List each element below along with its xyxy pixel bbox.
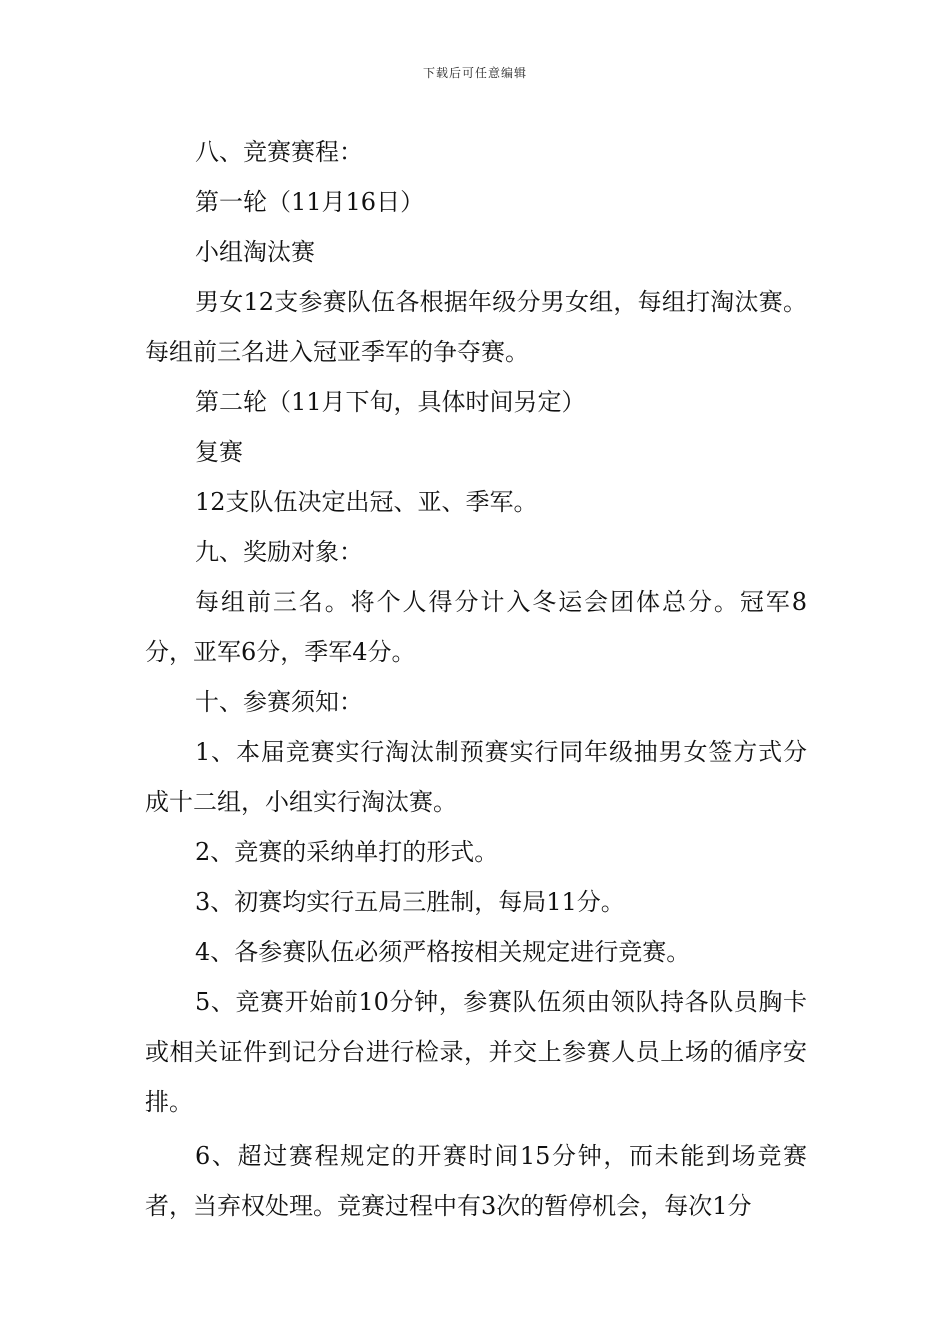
rule-item-4: 4、各参赛队伍必须严格按相关规定进行竞赛。	[195, 938, 691, 966]
rule-item-6: 6、超过赛程规定的开赛时间15分钟，而未能到场竞赛者，当弃权处理。竞赛过程中有3次的暂停机会，每次1分	[145, 1142, 807, 1220]
rule-item-5: 5、竞赛开始前10分钟，参赛队伍须由领队持各队员胸卡或相关证件到记分台进行检录，并交上参赛人员上场的循序安排。	[145, 988, 807, 1116]
rule-item-1: 1、本届竞赛实行淘汰制预赛实行同年级抽男女签方式分成十二组，小组实行淘汰赛。	[145, 738, 807, 816]
section-heading-rules: 十、参赛须知：	[195, 688, 363, 716]
page-header-note: 下载后可任意编辑	[422, 66, 527, 80]
document-body	[145, 127, 807, 1231]
round-one-heading: 第一轮（11月16日）	[195, 188, 425, 216]
round-two-description: 12支队伍决定出冠、亚、季军。	[195, 488, 538, 516]
round-two-heading: 第二轮（11月下旬，具体时间另定）	[195, 388, 586, 416]
awards-description: 每组前三名。将个人得分计入冬运会团体总分。冠军8分，亚军6分，季军4分。	[145, 588, 807, 666]
section-heading-awards: 九、奖励对象：	[195, 538, 363, 566]
section-heading-schedule: 八、竞赛赛程：	[195, 138, 363, 166]
round-one-subtitle: 小组淘汰赛	[195, 238, 315, 266]
rule-item-3: 3、初赛均实行五局三胜制，每局11分。	[195, 888, 625, 916]
rule-item-2: 2、竞赛的采纳单打的形式。	[195, 838, 499, 866]
round-two-subtitle: 复赛	[195, 438, 243, 466]
round-one-description: 男女12支参赛队伍各根据年级分男女组，每组打淘汰赛。每组前三名进入冠亚季军的争夺赛。	[145, 288, 807, 366]
